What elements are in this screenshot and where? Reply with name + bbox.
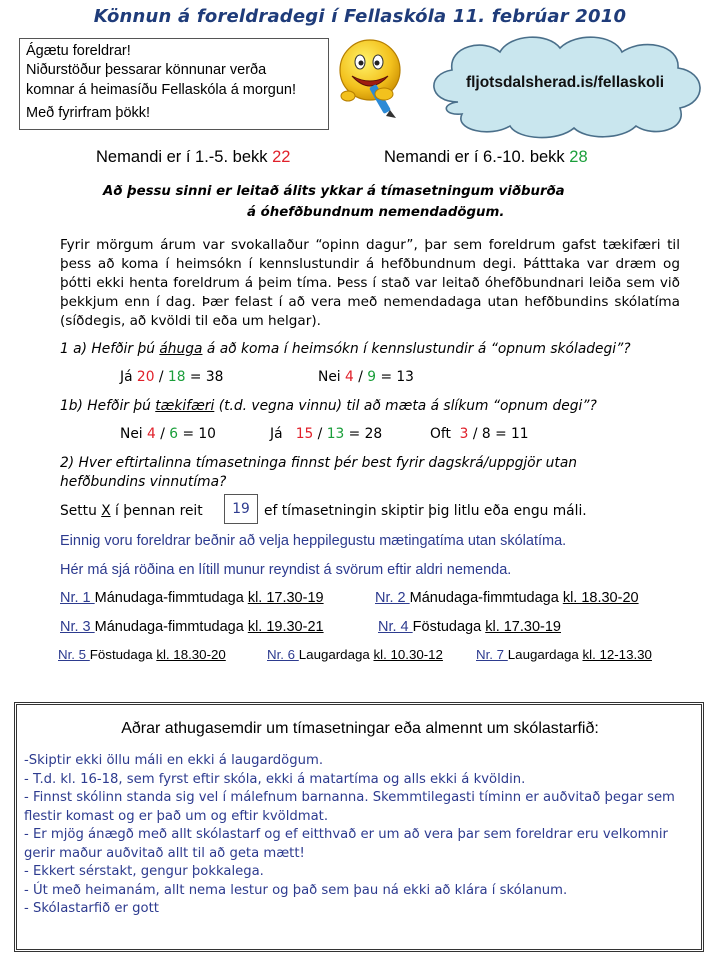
- answer-total: = 11: [495, 426, 529, 442]
- option-item: [60, 619, 324, 635]
- greeting-line: Með fyrirfram þökk!: [26, 105, 151, 121]
- intro-line: Að þessu sinni er leitað álits ykkar á tímasetningum viðburða: [103, 184, 565, 199]
- answer-total: = 13: [380, 369, 414, 385]
- note-line: Einnig voru foreldrar beðnir að velja heppilegustu mætingatíma utan skólatíma.: [60, 533, 567, 549]
- comment-item: - Út með heimanám, allt nema lestur og það sem þau ná ekki að klára í skólanum.: [24, 882, 568, 898]
- answer-value-young: 3: [459, 426, 469, 442]
- answer-value-young: 4: [147, 426, 156, 442]
- answer-value-old: 9: [367, 369, 377, 385]
- separator: /: [160, 426, 165, 442]
- count-value: 22: [272, 148, 291, 166]
- option-time: kl. 17.30-19: [485, 619, 561, 635]
- separator: /: [317, 426, 323, 442]
- website-link[interactable]: fljotsdalsherad.is/fellaskoli: [465, 74, 665, 91]
- count-value: 28: [569, 148, 588, 166]
- settu-post: ef tímasetningin skiptir þig litlu eða engu máli.: [264, 503, 587, 519]
- answer-value-old: 8: [481, 426, 491, 442]
- comments-title: Aðrar athugasemdir um tímasetningar eða almennt um skólastarfið:: [121, 720, 599, 737]
- count-label: Nemandi er í 1.-5. bekk: [96, 148, 268, 166]
- option-number: Nr. 5: [58, 647, 90, 662]
- option-day: Föstudaga: [89, 647, 157, 662]
- count-label: Nemandi er í 6.-10. bekk: [384, 148, 565, 166]
- question-text: 1b) Hefðir þú: [60, 398, 156, 414]
- option-number: Nr. 3: [60, 619, 95, 635]
- comment-item: - Skólastarfið er gott: [24, 901, 159, 916]
- option-day: Föstudaga: [412, 619, 486, 635]
- note-line: Hér má sjá röðina en lítill munur reyndist á svörum eftir aldri nemenda.: [60, 562, 512, 578]
- option-number: Nr. 6: [267, 647, 299, 662]
- option-time: kl. 18.30-20: [562, 590, 639, 606]
- greeting-line: Ágætu foreldrar!: [26, 43, 131, 59]
- comment-item: - Finnst skólinn standa sig vel í málefnum barnanna. Skemmtilegasti tíminn er auðvitað þegar sem flestir komast og er það um og eftir kvöldmat.: [24, 790, 675, 824]
- option-number: Nr. 4: [378, 619, 413, 635]
- option-number: Nr. 7: [476, 647, 508, 662]
- answer-value-old: 13: [326, 426, 345, 442]
- separator: /: [358, 369, 363, 385]
- option-time: kl. 18.30-20: [156, 647, 226, 662]
- option-time: kl. 12-13.30: [582, 647, 652, 662]
- option-item: [58, 647, 226, 662]
- comment-item: - Er mjög ánægð með allt skólastarf og ef eitthvað er um að vera þar sem foreldrar eru velkomnir gerir maður auðvitað allt til að geta mætt!: [24, 827, 668, 861]
- option-time: kl. 17.30-19: [247, 590, 324, 606]
- question-2: 2) Hver eftirtalinna tímasetninga finnst þér best fyrir dagskrá/uppgjör utan: [60, 455, 578, 471]
- option-number: Nr. 1: [60, 590, 95, 606]
- option-item: [378, 619, 561, 635]
- option-day: Mánudaga-fimmtudaga: [94, 619, 248, 635]
- option-time: kl. 19.30-21: [247, 619, 324, 635]
- separator: /: [158, 369, 164, 385]
- option-number: Nr. 2: [375, 590, 410, 606]
- answer-1b-oft: [430, 426, 529, 442]
- settu-text: Settu: [60, 503, 102, 519]
- answer-label: Nei: [120, 426, 143, 442]
- count-grades-6-10: [384, 148, 588, 167]
- question-emphasis: tækifæri: [155, 398, 215, 414]
- option-day: Mánudaga-fimmtudaga: [94, 590, 248, 606]
- option-item: [267, 647, 443, 662]
- question-text: á að koma í heimsókn í kennslustundir á “opnum skóladegi”?: [202, 341, 631, 357]
- question-1b: [60, 398, 597, 414]
- count-grades-1-5: [96, 148, 290, 167]
- answer-total: = 10: [182, 426, 216, 442]
- answer-label: Nei: [318, 369, 341, 385]
- option-time: kl. 10.30-12: [373, 647, 443, 662]
- answer-value-old: 18: [167, 369, 186, 385]
- settu-x: X: [101, 503, 111, 519]
- comment-item: - T.d. kl. 16-18, sem fyrst eftir skóla, ekki á matartíma og alls ekki á kvöldin.: [24, 771, 526, 787]
- intro-line: á óhefðbundnum nemendadögum.: [247, 205, 505, 220]
- answer-label: Oft: [430, 426, 451, 442]
- settu-line: [60, 503, 203, 519]
- answer-1a-no: [318, 369, 414, 385]
- option-item: [375, 590, 639, 606]
- greeting-line: komnar á heimasíðu Fellaskóla á morgun!: [26, 82, 296, 98]
- answer-value-old: 6: [169, 426, 179, 442]
- question-1a: [60, 341, 631, 357]
- smiley-pencil-icon: [330, 32, 410, 118]
- answer-label: Já: [120, 369, 133, 385]
- answer-value-young: 4: [345, 369, 354, 385]
- option-day: Mánudaga-fimmtudaga: [409, 590, 563, 606]
- greeting-box: [19, 38, 329, 130]
- answer-total: = 38: [189, 369, 224, 385]
- answer-1b-no: [120, 426, 216, 442]
- answer-value-young: 20: [136, 369, 155, 385]
- answer-1b-yes: [270, 426, 382, 442]
- comments-list: [24, 752, 694, 919]
- question-2: hefðbundins vinnutíma?: [60, 474, 227, 490]
- greeting-line: Niðurstöður þessarar könnunar verða: [26, 62, 267, 78]
- option-item: [60, 590, 324, 606]
- answer-total: = 28: [348, 426, 383, 442]
- option-day: Laugardaga: [507, 647, 583, 662]
- separator: /: [472, 426, 478, 442]
- body-paragraph: Fyrir mörgum árum var svokallaður “opinn dagur”, þar sem foreldrum gafst tækifæri til þess að koma í heimsókn í kennslustundir á hefðbundnum degi. Þátttaka var dræm og þótti ekki henta foreldrum á þeim tíma. Þess í stað var leitað óhefðbundnari leiða sem við þekkjum enn í dag. Þær felast í að vera með nemendadaga utan hefðbundins skólatíma (síðdegis, að kvöldi til eða um helgar).: [60, 237, 680, 329]
- question-text: 1 a) Hefðir þú: [60, 341, 160, 357]
- question-emphasis: áhuga: [159, 341, 203, 357]
- settu-text: í þennan reit: [110, 503, 203, 519]
- answer-label: Já: [270, 426, 283, 442]
- answer-value-young: 15: [295, 426, 314, 442]
- option-item: [476, 647, 652, 662]
- question-text: (t.d. vegna vinnu) til að mæta á slíkum “opnum degi”?: [214, 398, 597, 414]
- page-title: Könnun á foreldradegi í Fellaskóla 11. febrúar 2010: [93, 6, 627, 27]
- answer-1a-yes: [120, 369, 223, 385]
- comment-item: - Ekkert sérstakt, gengur þokkalega.: [24, 864, 264, 879]
- option-day: Laugardaga: [298, 647, 374, 662]
- comment-item: -Skiptir ekki öllu máli en ekki á laugardögum.: [24, 753, 324, 768]
- checkbox-value: 19: [224, 494, 258, 524]
